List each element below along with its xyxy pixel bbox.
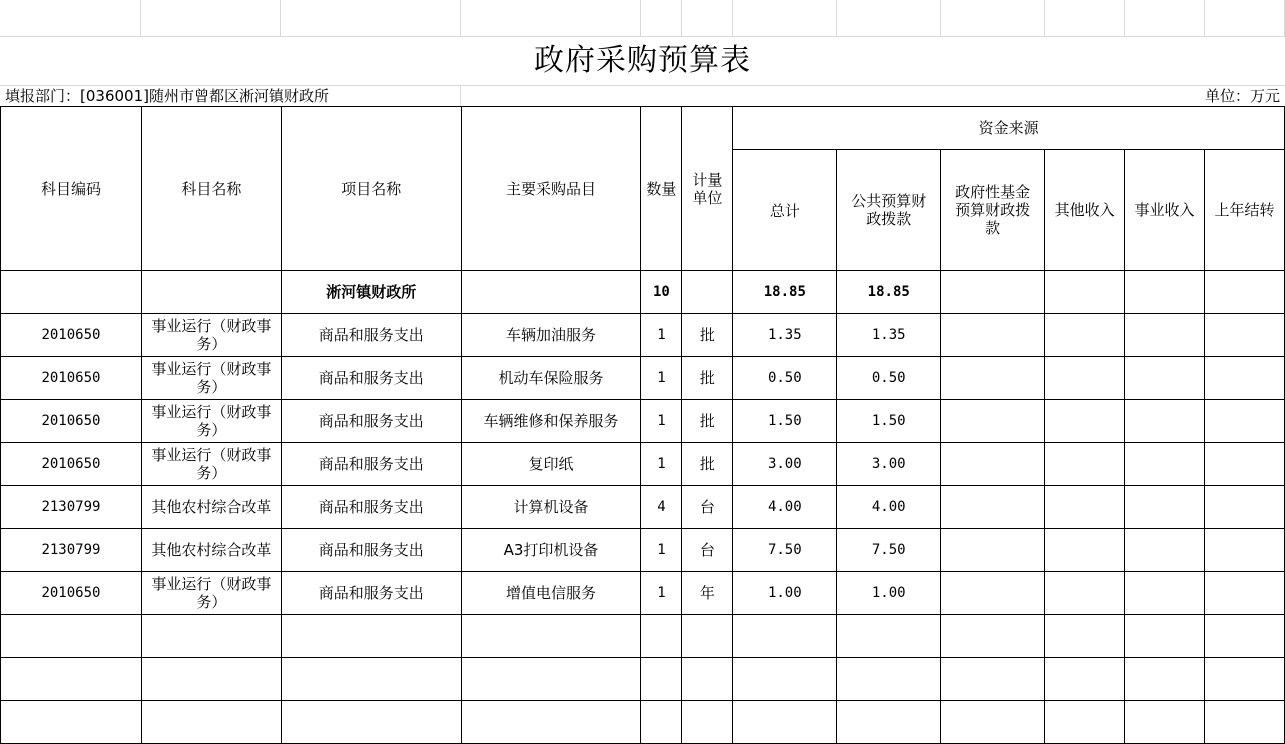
empty-row	[1, 701, 1285, 744]
cell-subject: 事业运行（财政事务）	[141, 572, 281, 615]
cell-total: 0.50	[733, 357, 837, 400]
summary-qty: 10	[641, 271, 682, 314]
cell-subject: 其他农村综合改革	[141, 529, 281, 572]
cell-total: 4.00	[733, 486, 837, 529]
cell-project: 商品和服务支出	[281, 486, 461, 529]
cell-public-budget: 3.00	[837, 443, 941, 486]
cell-subject: 事业运行（财政事务）	[141, 443, 281, 486]
cell-project: 商品和服务支出	[281, 400, 461, 443]
header-project: 项目名称	[281, 107, 461, 271]
cell-public-budget: 4.00	[837, 486, 941, 529]
header-gov-fund: 政府性基金预算财政拨款	[941, 150, 1045, 271]
cell-measure: 年	[682, 572, 733, 615]
cell-code: 2010650	[1, 400, 142, 443]
cell-project: 商品和服务支出	[281, 529, 461, 572]
cell-total: 1.50	[733, 400, 837, 443]
header-public-budget: 公共预算财政拨款	[837, 150, 941, 271]
cell-qty: 1	[641, 529, 682, 572]
unit-label: 单位：万元	[1204, 87, 1280, 105]
empty-row	[1, 615, 1285, 658]
header-qty: 数量	[641, 107, 682, 271]
cell-code: 2010650	[1, 314, 142, 357]
cell-qty: 1	[641, 572, 682, 615]
cell-measure: 台	[682, 486, 733, 529]
header-row	[1, 107, 1285, 150]
cell-subject: 其他农村综合改革	[141, 486, 281, 529]
table-body	[1, 107, 1285, 744]
cell-item: 机动车保险服务	[461, 357, 641, 400]
cell-total: 7.50	[733, 529, 837, 572]
department-label: 填报部门：[036001]随州市曾都区淅河镇财政所	[5, 87, 329, 105]
header-code: 科目编码	[1, 107, 142, 271]
cell-public-budget: 1.50	[837, 400, 941, 443]
cell-item: 车辆加油服务	[461, 314, 641, 357]
cell-project: 商品和服务支出	[281, 314, 461, 357]
cell-item: 复印纸	[461, 443, 641, 486]
cell-measure: 台	[682, 529, 733, 572]
summary-total: 18.85	[733, 271, 837, 314]
empty-row	[1, 658, 1285, 701]
table-row	[1, 357, 1285, 400]
cell-code: 2130799	[1, 486, 142, 529]
cell-item: A3打印机设备	[461, 529, 641, 572]
table-row	[1, 572, 1285, 615]
header-measure: 计量单位	[682, 107, 733, 271]
header-carryover: 上年结转	[1204, 150, 1284, 271]
cell-public-budget: 1.35	[837, 314, 941, 357]
cell-measure: 批	[682, 357, 733, 400]
cell-project: 商品和服务支出	[281, 357, 461, 400]
cell-project: 商品和服务支出	[281, 572, 461, 615]
cell-qty: 4	[641, 486, 682, 529]
cell-subject: 事业运行（财政事务）	[141, 357, 281, 400]
cell-measure: 批	[682, 400, 733, 443]
cell-qty: 1	[641, 400, 682, 443]
header-subject: 科目名称	[141, 107, 281, 271]
cell-subject: 事业运行（财政事务）	[141, 400, 281, 443]
cell-total: 1.35	[733, 314, 837, 357]
procurement-budget-table	[0, 106, 1285, 744]
cell-measure: 批	[682, 314, 733, 357]
cell-code: 2130799	[1, 529, 142, 572]
table-row	[1, 400, 1285, 443]
cell-public-budget: 7.50	[837, 529, 941, 572]
cell-qty: 1	[641, 314, 682, 357]
cell-public-budget: 0.50	[837, 357, 941, 400]
page-title: 政府采购预算表	[534, 43, 751, 78]
header-business-income: 事业收入	[1125, 150, 1205, 271]
cell-total: 1.00	[733, 572, 837, 615]
cell-item: 增值电信服务	[461, 572, 641, 615]
cell-public-budget: 1.00	[837, 572, 941, 615]
cell-code: 2010650	[1, 357, 142, 400]
cell-item: 车辆维修和保养服务	[461, 400, 641, 443]
cell-item: 计算机设备	[461, 486, 641, 529]
table-row	[1, 314, 1285, 357]
cell-total: 3.00	[733, 443, 837, 486]
summary-public-budget: 18.85	[837, 271, 941, 314]
cell-code: 2010650	[1, 572, 142, 615]
header-fund-source: 资金来源	[733, 107, 1285, 150]
cell-qty: 1	[641, 443, 682, 486]
header-other-income: 其他收入	[1045, 150, 1125, 271]
table-row	[1, 486, 1285, 529]
summary-row	[1, 271, 1285, 314]
header-item: 主要采购品目	[461, 107, 641, 271]
header-total: 总计	[733, 150, 837, 271]
table-row	[1, 529, 1285, 572]
cell-subject: 事业运行（财政事务）	[141, 314, 281, 357]
cell-measure: 批	[682, 443, 733, 486]
cell-project: 商品和服务支出	[281, 443, 461, 486]
cell-code: 2010650	[1, 443, 142, 486]
cell-qty: 1	[641, 357, 682, 400]
table-row	[1, 443, 1285, 486]
summary-project: 淅河镇财政所	[281, 271, 461, 314]
